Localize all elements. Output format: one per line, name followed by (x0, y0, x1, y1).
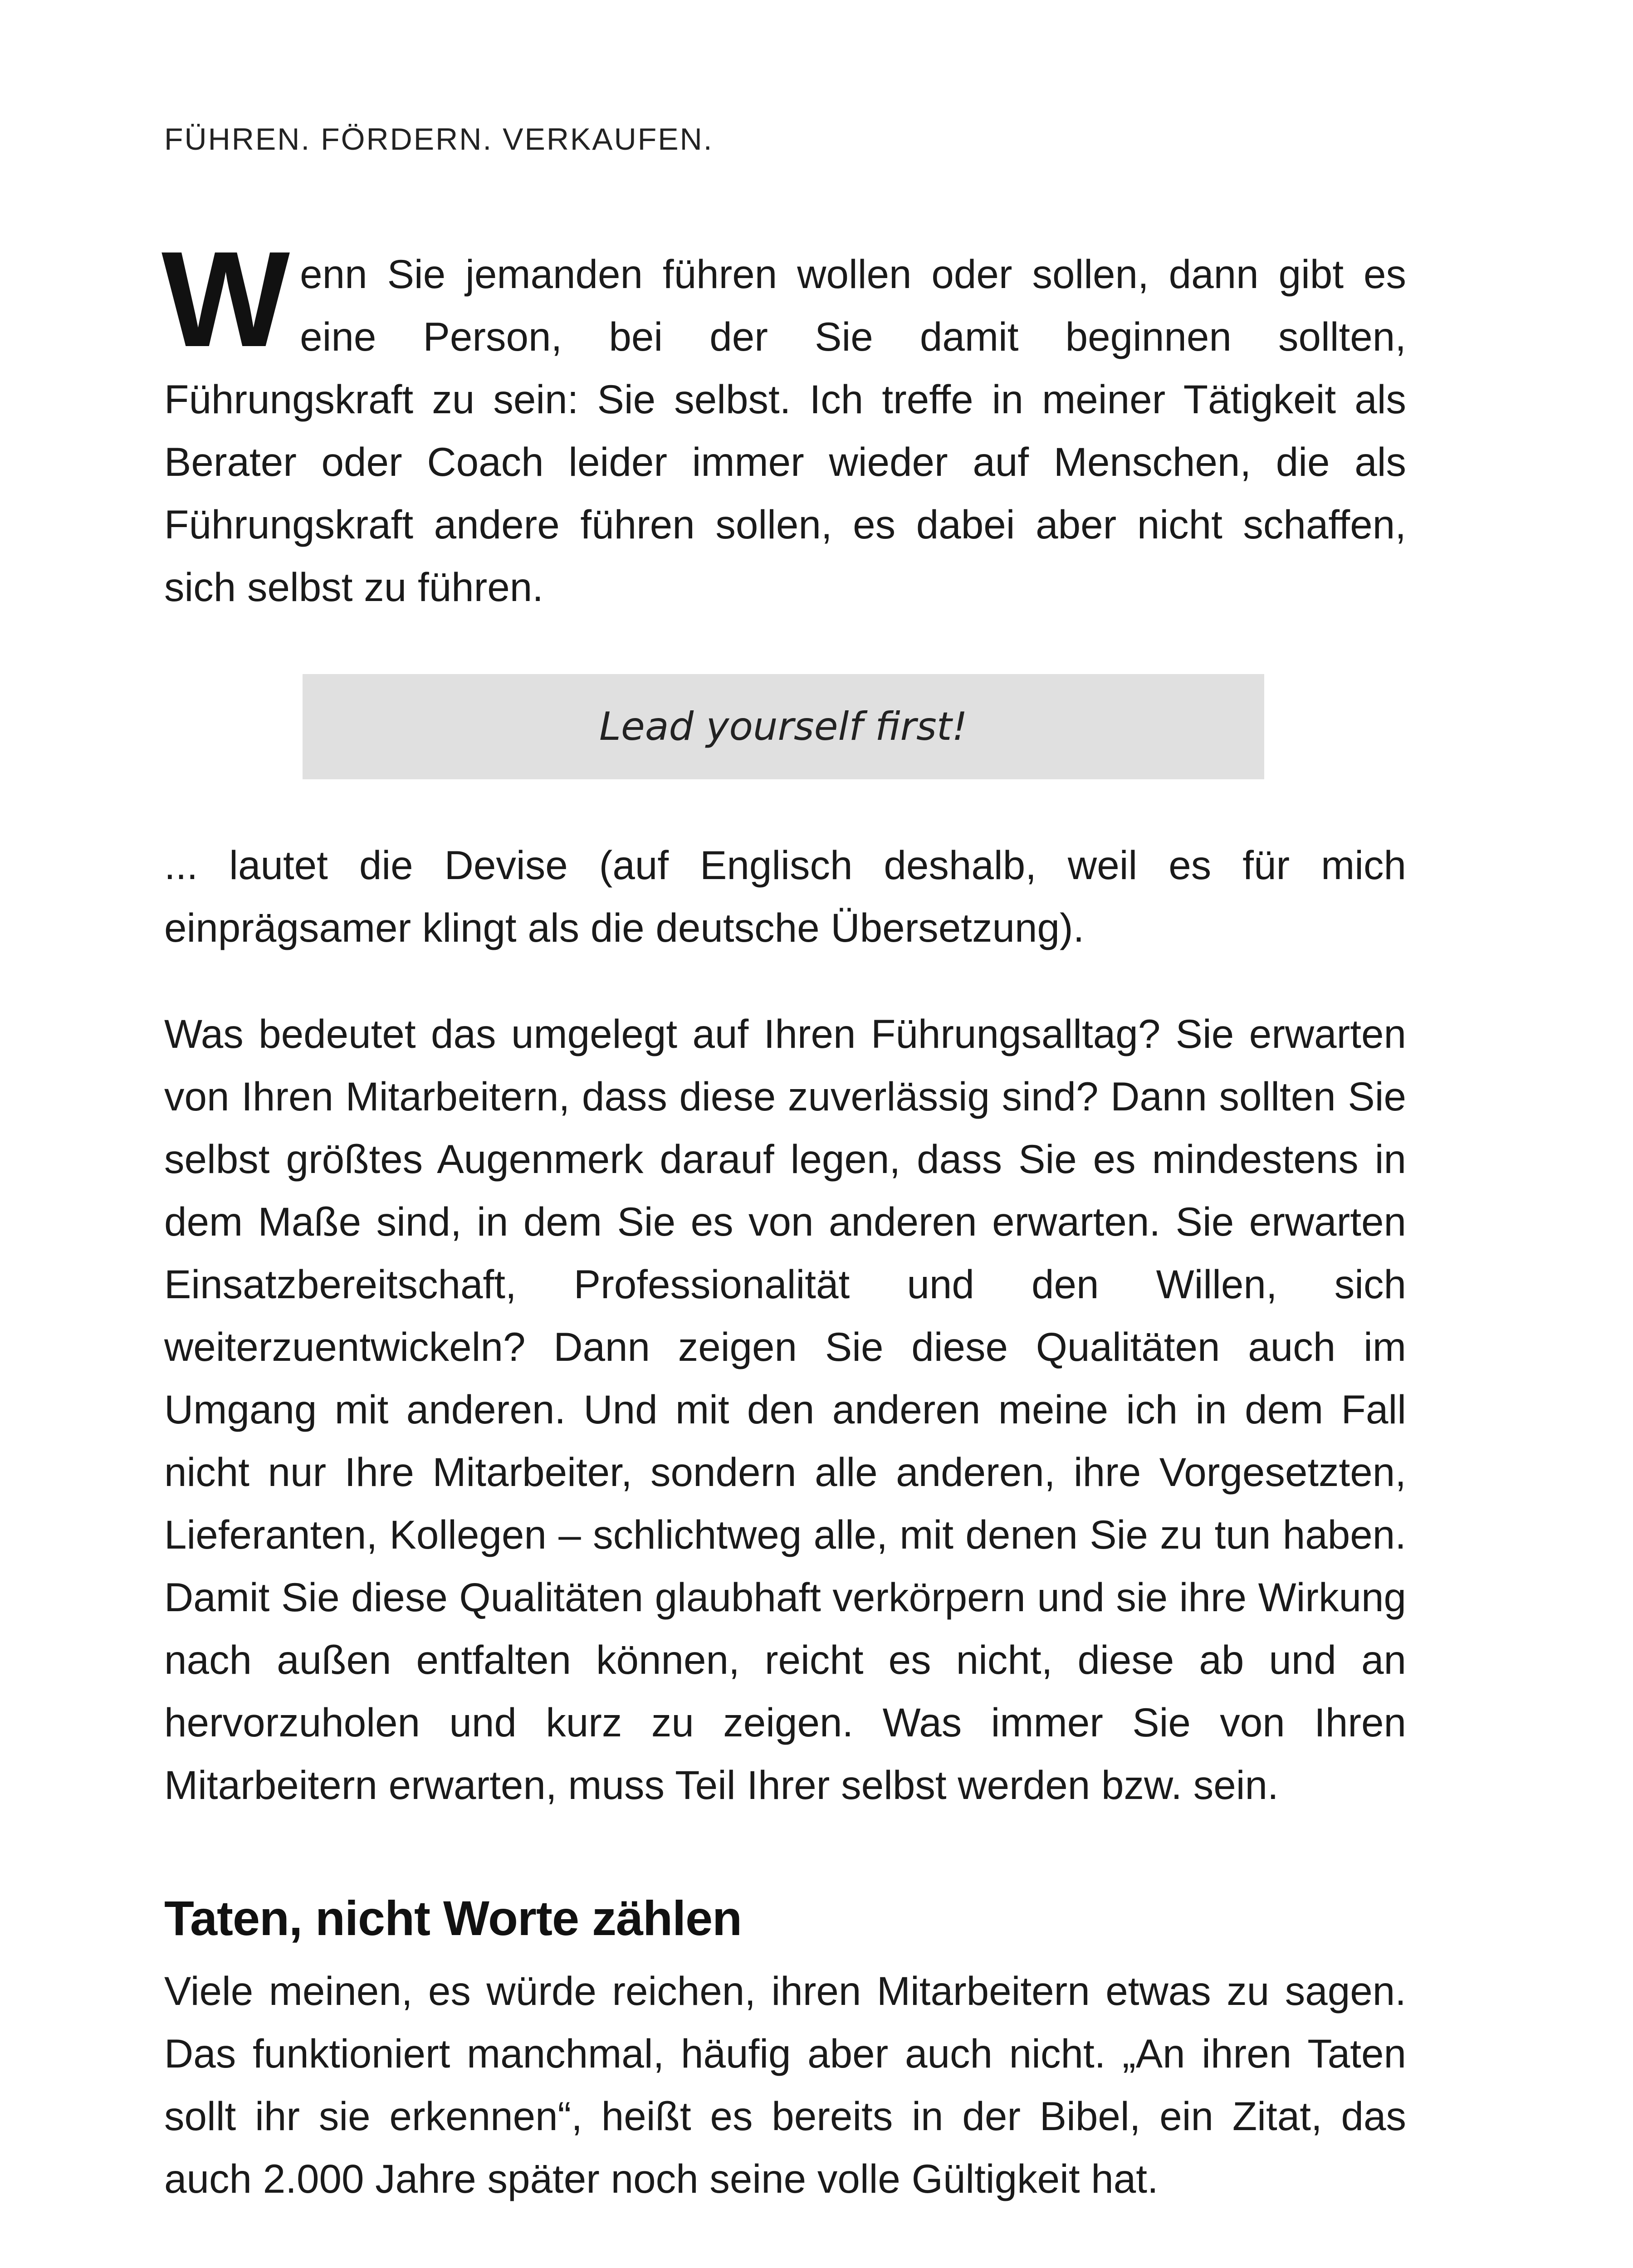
section-paragraph: Viele meinen, es würde reichen, ihren Mitarbeitern etwas zu sagen. Das funktioniert manchmal, häufig aber auch nicht. „An ihren Taten sollt ihr sie erkennen“, heißt es bereits in der Bibel, ein Zitat, das auch 2.000 Jahre später noch seine volle Gültigkeit hat. (164, 1968, 1406, 2201)
running-header: FÜHREN. FÖRDERN. VERKAUFEN. (164, 122, 714, 156)
intro-paragraph (161, 223, 1406, 618)
callout-text: Lead yourself first! (599, 704, 968, 749)
intro-text: enn Sie jemanden führen wollen oder sollen, dann gibt es eine Person, bei der Sie damit beginnen sollten, Führungskraft zu sein: Sie selbst. Ich treffe in meiner Tätigkeit als Berater oder Coach leider immer wieder auf Menschen, die als Führungskraft andere führen sollen, es dabei aber nicht schaffen, sich selbst zu führen. (164, 251, 1406, 610)
section-heading: Taten, nicht Worte zählen (164, 1891, 742, 1945)
drop-cap: W (161, 223, 290, 375)
body-paragraph: ... lautet die Devise (auf Englisch deshalb, weil es für mich einprägsamer klingt als die deutsche Übersetzung). (164, 842, 1406, 950)
page-body (161, 223, 1406, 2210)
body-paragraph: Was bedeutet das umgelegt auf Ihren Führungsalltag? Sie erwarten von Ihren Mitarbeitern, dass diese zuverlässig sind? Dann sollten Sie selbst größtes Augenmerk darauf legen, dass Sie es mindestens in dem Maße sind, in dem Sie es von anderen erwarten. Sie erwarten Einsatzbereitschaft, Professionalität und den Willen, sich weiterzuentwickeln? Dann zeigen Sie diese Qualitäten auch im Umgang mit anderen. Und mit den anderen meine ich in dem Fall nicht nur Ihre Mitarbeiter, sondern alle anderen, ihre Vorgesetzten, Lieferanten, Kollegen – schlichtweg alle, mit denen Sie zu tun haben. Damit Sie diese Qualitäten glaubhaft verkörpern und sie ihre Wirkung nach außen entfalten können, reicht es nicht, diese ab und an hervorzuholen und kurz zu zeigen. Was immer Sie von Ihren Mitarbeitern erwarten, muss Teil Ihrer selbst werden bzw. sein. (164, 1011, 1406, 1808)
callout-box (303, 674, 1264, 779)
